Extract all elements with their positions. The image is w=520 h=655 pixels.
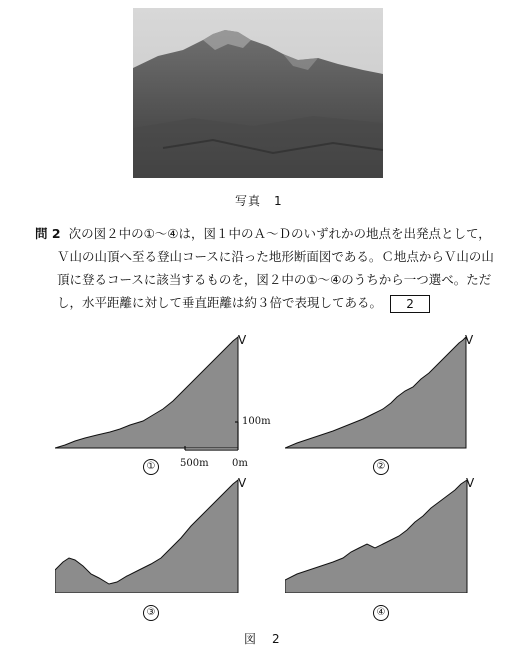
profile-3-chart (55, 478, 245, 593)
question-line-4 (35, 291, 505, 314)
profile-3 (55, 478, 245, 593)
answer-box[interactable]: 2 (390, 295, 430, 313)
mountain-photo-image (133, 8, 383, 178)
question-line-3: 頂に登るコースに該当するものを，図２中の①～④のうちから一つ選べ。ただ (57, 272, 492, 287)
peak-label-3: V (238, 476, 247, 490)
photo-caption: 写真 1 (235, 194, 283, 208)
scale-horizontal-right-label: 0m (232, 458, 248, 469)
profile-label-3: ③ (143, 605, 159, 621)
peak-label-4: V (466, 476, 475, 490)
question-text-1: 次の図２中の①～④は，図１中のＡ～Ｄのいずれかの地点を出発点として， (68, 226, 491, 241)
scale-bar (180, 420, 240, 460)
profile-label-1: ① (143, 459, 159, 475)
scale-vertical-label: 100m (242, 416, 271, 427)
profile-4 (285, 478, 475, 593)
question-label: 問 2 (35, 226, 61, 241)
figure-caption: 図 2 (244, 632, 282, 646)
profile-label-4: ④ (373, 605, 389, 621)
profile-4-chart (285, 478, 475, 593)
question-line-2: Ｖ山の山頂へ至る登山コースに沿った地形断面図である。Ｃ地点からＶ山の山 (57, 249, 494, 264)
mountain-photo (133, 8, 383, 178)
peak-label-2: V (465, 333, 474, 347)
profile-2-chart (285, 335, 475, 450)
question-line-1 (35, 222, 505, 245)
scale-horizontal-left-label: 500m (180, 458, 209, 469)
question-text-4: し，水平距離に対して垂直距離は約３倍で表現してある。 (57, 295, 383, 310)
question-block (35, 222, 505, 314)
profile-label-2: ② (373, 459, 389, 475)
profile-2 (285, 335, 475, 450)
peak-label-1: V (238, 333, 247, 347)
